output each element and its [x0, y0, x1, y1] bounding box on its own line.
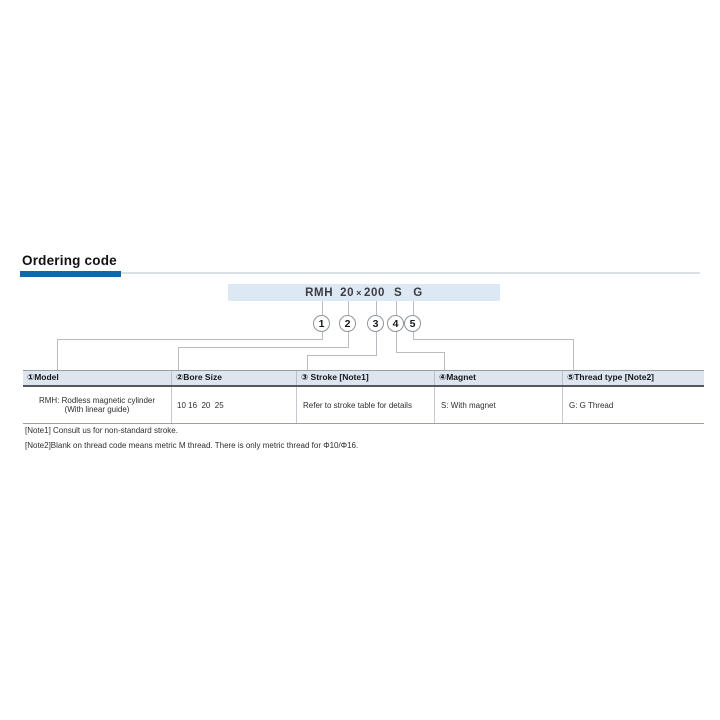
footnote-2: [Note2]Blank on thread code means metric M thread. There is only metric thread for Φ10/Φ16. [25, 440, 359, 450]
cell-thread-type: G: G Thread [569, 400, 614, 410]
connector-line-5 [414, 332, 574, 370]
cell-model [23, 387, 172, 423]
connector-line-1 [58, 332, 323, 370]
code-segment-model: RMH [305, 286, 334, 299]
table-body-row [23, 387, 704, 424]
cell-model-line2: (With linear guide) [64, 405, 130, 414]
title-accent-bar [20, 271, 121, 277]
ordering-code-table [23, 370, 704, 424]
cell-magnet: S: With magnet [435, 387, 563, 423]
code-segment-bore: 20 [340, 286, 355, 299]
code-segment-magnet: S [394, 286, 403, 299]
header-cell-thread-type: ⑤Thread type [Note2] [567, 372, 655, 382]
code-segment-stroke: 200 [364, 286, 386, 299]
connector-line-2 [179, 332, 349, 370]
code-segment-thread: G [413, 286, 423, 299]
code-marker-1: 1 [313, 315, 330, 332]
header-cell-stroke: ③ Stroke [Note1] [297, 371, 435, 385]
code-marker-3: 3 [367, 315, 384, 332]
header-cell-model: ①Model [23, 371, 172, 385]
cell-stroke: Refer to stroke table for details [297, 387, 435, 423]
code-marker-2: 2 [339, 315, 356, 332]
table-header-row [23, 370, 704, 387]
footnote-1: [Note1] Consult us for non-standard stroke. [25, 426, 178, 435]
code-marker-5: 5 [404, 315, 421, 332]
footnotes [25, 424, 358, 453]
connector-line-4 [397, 332, 445, 370]
section-title: Ordering code [22, 253, 117, 268]
cell-model-line1: RMH: Rodless magnetic cylinder [38, 395, 156, 405]
header-cell-bore-size: ②Bore Size [172, 371, 297, 385]
connector-line-3 [308, 332, 377, 370]
ordering-code-bar [228, 284, 500, 301]
header-cell-magnet: ④Magnet [435, 371, 563, 385]
title-rule [121, 272, 700, 274]
cell-bore-size: 10 16 20 25 [172, 387, 297, 423]
code-marker-4: 4 [387, 315, 404, 332]
multiplication-sign: × [356, 288, 363, 298]
